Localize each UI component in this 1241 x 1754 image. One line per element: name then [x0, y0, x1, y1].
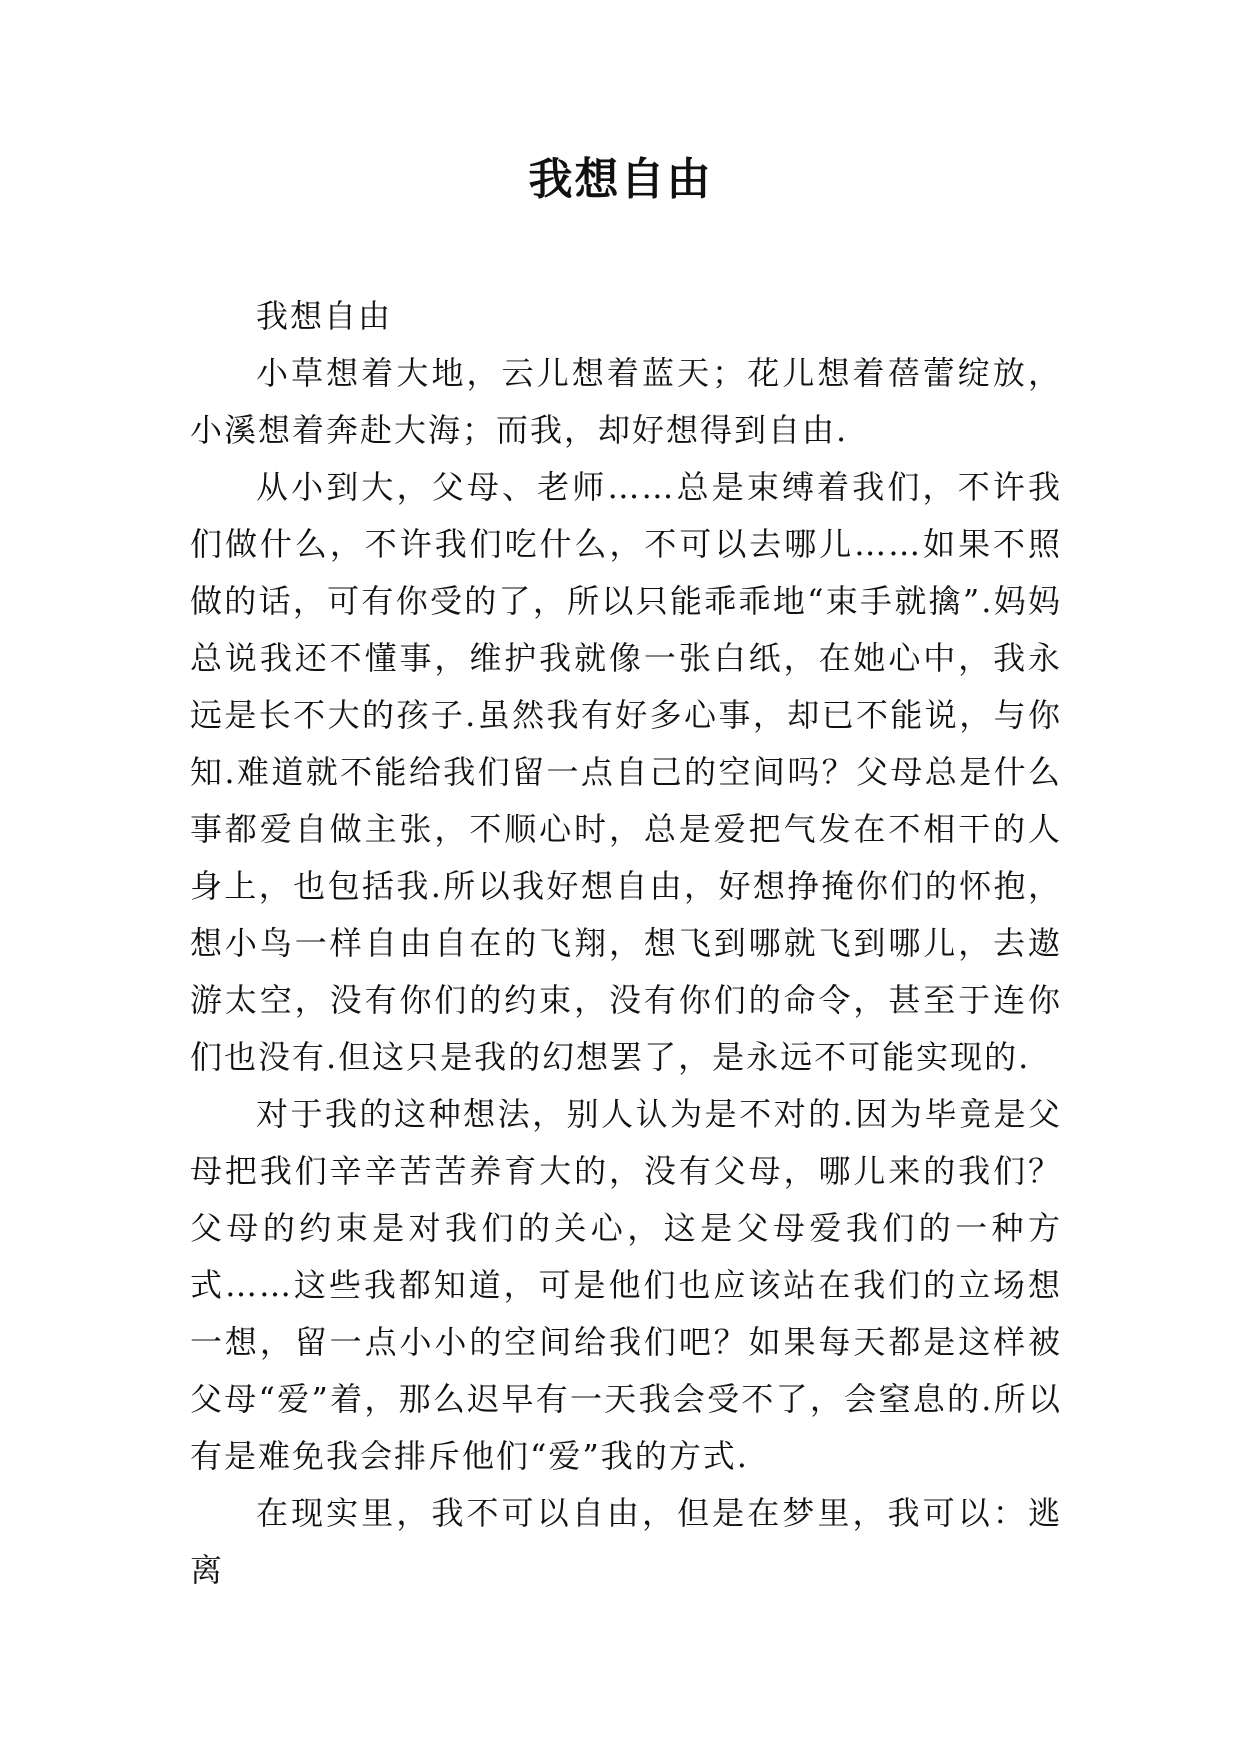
paragraph-subtitle: 我想自由 [256, 297, 393, 335]
paragraph-1: 小草想着大地，云儿想着蓝天；花儿想着蓓蕾绽放，小溪想着奔赴大海；而我，却好想得到自由. [190, 354, 1062, 449]
document-body [190, 288, 1062, 1599]
paragraph-4: 在现实里，我不可以自由，但是在梦里，我可以：逃离 [190, 1494, 1062, 1589]
paragraph-3: 对于我的这种想法，别人认为是不对的.因为毕竟是父母把我们辛辛苦苦养育大的，没有父母，哪儿来的我们？父母的约束是对我们的关心，这是父母爱我们的一种方式……这些我都知道，可是他们也应该站在我们的立场想一想，留一点小小的空间给我们吧？如果每天都是这样被父母“爱”着，那么迟早有一天我会受不了，会窒息的.所以有是难免我会排斥他们“爱”我的方式. [190, 1095, 1062, 1475]
paragraph-2: 从小到大，父母、老师……总是束缚着我们，不许我们做什么，不许我们吃什么，不可以去哪儿……如果不照做的话，可有你受的了，所以只能乖乖地“束手就擒”.妈妈总说我还不懂事，维护我就像一张白纸，在她心中，我永远是长不大的孩子.虽然我有好多心事，却已不能说，与你知.难道就不能给我们留一点自己的空间吗？父母总是什么事都爱自做主张，不顺心时，总是爱把气发在不相干的人身上，也包括我.所以我好想自由，好想挣掩你们的怀抱，想小鸟一样自由自在的飞翔，想飞到哪就飞到哪儿，去遨游太空，没有你们的约束，没有你们的命令，甚至于连你们也没有.但这只是我的幻想罢了，是永远不可能实现的. [190, 468, 1062, 1076]
document-title: 我想自由 [528, 154, 713, 205]
